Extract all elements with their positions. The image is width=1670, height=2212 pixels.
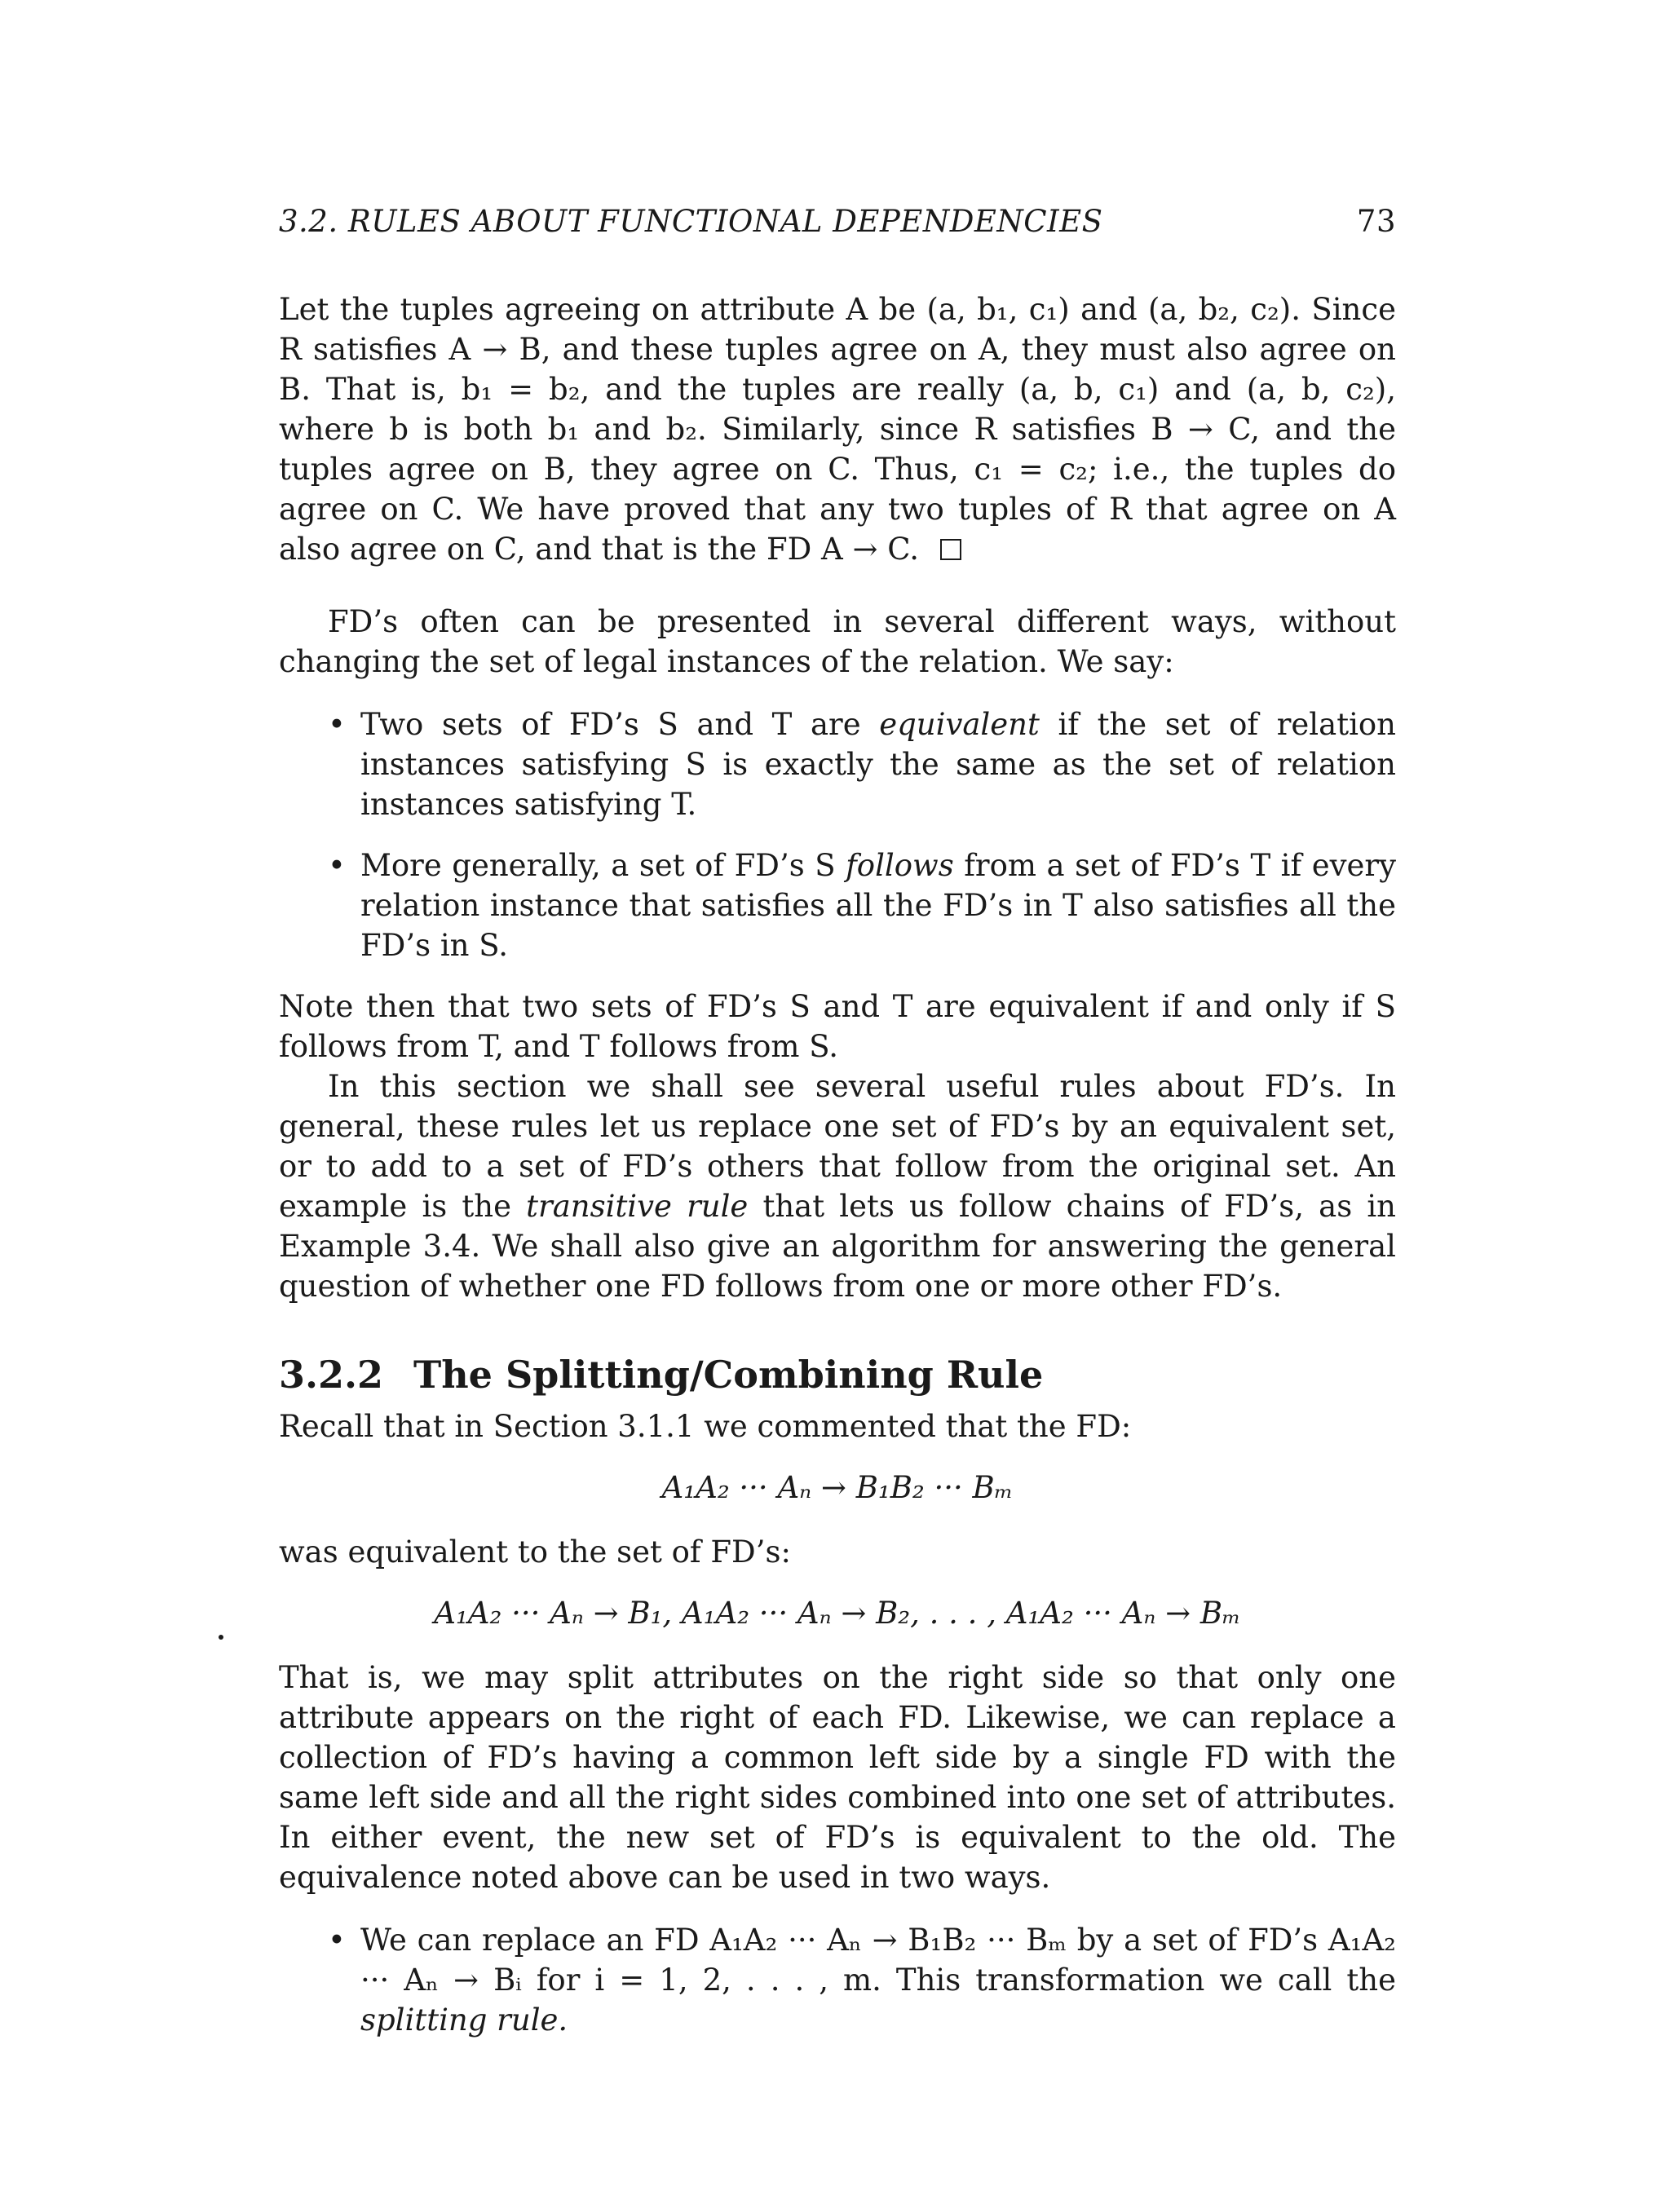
splitting-explanation-paragraph: That is, we may split attributes on the right side so that only one attribute appears on the right of each FD. Likewise, we can replace a collection of FD’s having a common left side by a single FD with the same left side and all the right sides combined into one set of attributes. In either event, the new set of FD’s is equivalent to the old. The equivalence noted above can be used in two ways. [279, 1660, 1396, 1895]
proof-text: Let the tuples agreeing on attribute A be (a, b₁, c₁) and (a, b₂, c₂). Since R satisfies A → B, and these tuples agree on A, they must also agree on B. That is, b₁ = b₂, and the tuples are really (a, b, c₁) and (a, b, c₂), where b is both b₁ and b₂. Similarly, since R satisfies B → C, and the tuples agree on B, they agree on C. Thus, c₁ = c₂; i.e., the tuples do agree on C. We have proved that any two tuples of R that agree on A also agree on C, and that is the FD A → C. [279, 292, 1396, 567]
item-text: Two sets of FD’s S and T are [360, 707, 880, 742]
bullet-icon: • [328, 707, 346, 742]
equation-display: A₁A₂ ··· Aₙ → B₁B₂ ··· Bₘ [661, 1470, 1014, 1505]
section-heading [279, 1355, 1396, 1395]
item-emphasis: splitting rule. [360, 2002, 568, 2038]
item-emphasis: follows [846, 848, 954, 883]
list-item [279, 1920, 1396, 2040]
section-intro-paragraph [279, 1066, 1396, 1306]
qed-box-icon [940, 539, 961, 560]
intro-paragraph: FD’s often can be presented in several different ways, without changing the set of legal instances of the relation. We say: [279, 604, 1396, 679]
page-number: 73 [1356, 204, 1396, 239]
running-title: 3.2. RULES ABOUT FUNCTIONAL DEPENDENCIES [279, 204, 1103, 239]
bullet-icon: • [328, 1923, 346, 1958]
bullet-icon: • [328, 848, 346, 883]
item-text: More generally, a set of FD’s S [360, 848, 846, 883]
running-header [279, 204, 1396, 239]
equivalence-paragraph: Note then that two sets of FD’s S and T are equivalent if and only if S follows from T, and T follows from S. [279, 989, 1396, 1064]
equivalent-paragraph: was equivalent to the set of FD’s: [279, 1534, 791, 1570]
definition-list [279, 704, 1396, 965]
proof-paragraph [279, 289, 1396, 569]
item-text: We can replace an FD A₁A₂ ··· Aₙ → B₁B₂ ··· Bₘ by a set of FD’s A₁A₂ ··· Aₙ → Bᵢ for i = 1, 2, . . . , m. This transformation we call the [360, 1923, 1396, 1998]
page-body [279, 289, 1396, 2061]
para-text: In this section we shall see several useful rules about FD’s. In general, these rules let us replace one set of FD’s by an equivalent set, or to add to a set of FD’s others that follow from the original set. An example is the [279, 1069, 1396, 1224]
stray-mark [219, 1635, 223, 1640]
section-title: The Splitting/Combining Rule [413, 1353, 1044, 1397]
equation-display: A₁A₂ ··· Aₙ → B₁, A₁A₂ ··· Aₙ → B₂, . . . , A₁A₂ ··· Aₙ → Bₘ [434, 1596, 1241, 1631]
item-emphasis: equivalent [879, 707, 1040, 742]
recall-paragraph: Recall that in Section 3.1.1 we commented that the FD: [279, 1409, 1132, 1444]
list-item [279, 704, 1396, 824]
list-item [279, 846, 1396, 965]
para-text: that lets us follow chains of FD’s, as in Example 3.4. We shall also give an algorithm for answering the general question of whether one FD follows from one or more other FD’s. [279, 1189, 1396, 1304]
para-emphasis: transitive rule [526, 1189, 749, 1224]
section-number: 3.2.2 [279, 1353, 384, 1397]
item-text: from a set of FD’s T if every relation instance that satisfies all the FD’s in T also satisfies all the FD’s in S. [360, 848, 1396, 963]
item-text: if the set of relation instances satisfying S is exactly the same as the set of relation instances satisfying T. [360, 707, 1397, 822]
rule-list [279, 1920, 1396, 2040]
